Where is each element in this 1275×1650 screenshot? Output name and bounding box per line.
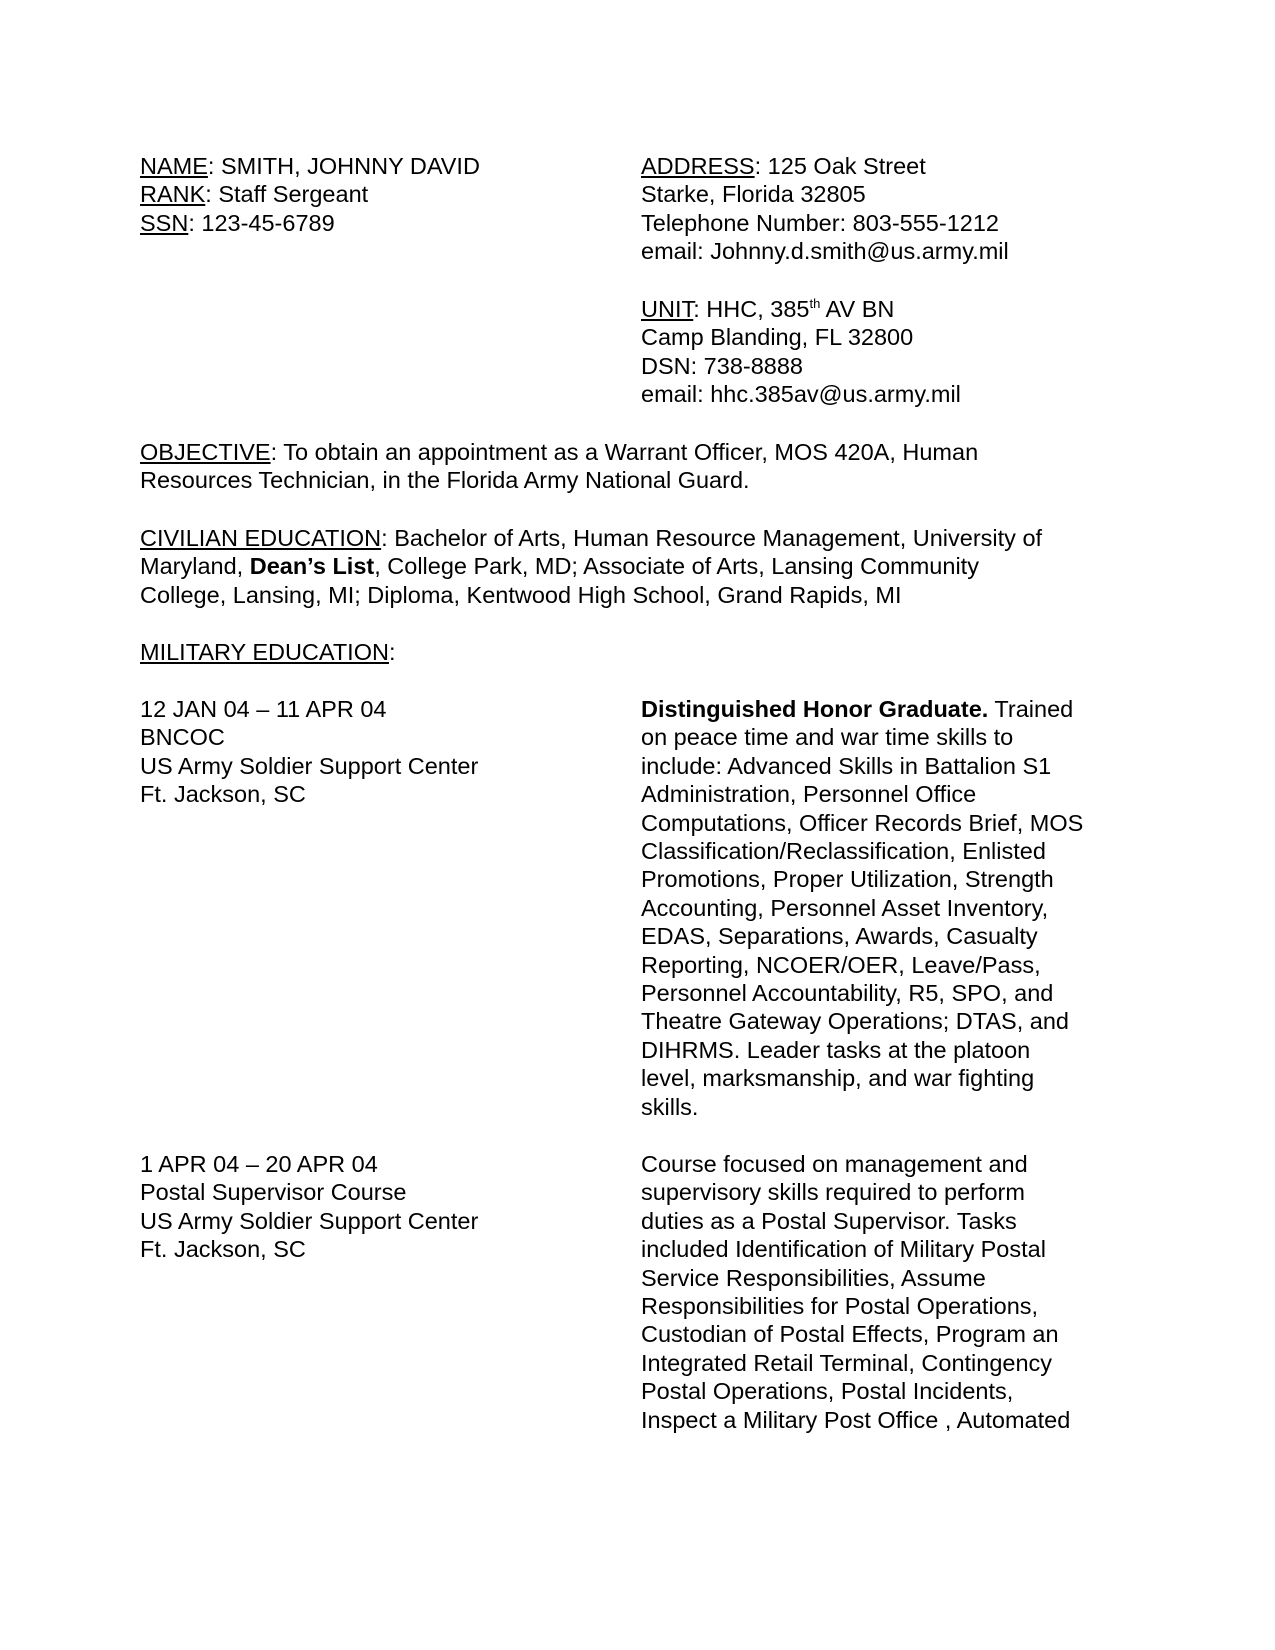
course-description-line: Postal Operations, Postal Incidents, xyxy=(641,1378,1014,1405)
course-description-line: Integrated Retail Terminal, Contingency xyxy=(641,1349,1053,1376)
civilian-education-label: CIVILIAN EDUCATION xyxy=(140,525,382,551)
civilian-education-text-1: : Bachelor of Arts, Human Resource Management, University of xyxy=(381,525,1043,551)
objective-text-1: : To obtain an appointment as a Warrant Officer, MOS 420A, Human xyxy=(270,439,979,465)
unit-line-1 xyxy=(641,295,961,323)
course-1-info xyxy=(140,695,478,809)
name-line xyxy=(140,152,480,180)
rank-value: : Staff Sergeant xyxy=(205,181,369,208)
address-email: email: Johnny.d.smith@us.army.mil xyxy=(641,238,1009,265)
unit-name-post: AV BN xyxy=(820,296,895,322)
civilian-education-section xyxy=(140,524,1042,609)
unit-location: Camp Blanding, FL 32800 xyxy=(641,324,914,351)
course-dates: 1 APR 04 – 20 APR 04 xyxy=(140,1151,378,1177)
military-education-suffix: : xyxy=(388,639,396,665)
address-street: : 125 Oak Street xyxy=(754,153,926,179)
address-city: Starke, Florida 32805 xyxy=(641,181,866,208)
course-description-line: Inspect a Military Post Office , Automated xyxy=(641,1406,1071,1433)
military-education-heading xyxy=(140,638,396,666)
course-name: BNCOC xyxy=(140,724,225,751)
objective-section xyxy=(140,438,978,495)
course-description-line: skills. xyxy=(641,1093,699,1120)
personal-info xyxy=(140,152,480,237)
course-description-line: EDAS, Separations, Awards, Casualty xyxy=(641,923,1038,950)
ssn-line xyxy=(140,209,480,237)
name-value: : SMITH, JOHNNY DAVID xyxy=(207,153,480,179)
course-description-line: Classification/Reclassification, Enlisted xyxy=(641,838,1046,865)
address-phone: Telephone Number: 803-555-1212 xyxy=(641,209,999,236)
unit-label: UNIT xyxy=(641,296,694,322)
civilian-education-line-2 xyxy=(140,552,1042,580)
course-school: US Army Soldier Support Center xyxy=(140,1207,479,1234)
rank-label: RANK xyxy=(140,181,206,208)
course-description-line: supervisory skills required to perform xyxy=(641,1179,1025,1206)
course-1-description xyxy=(641,695,1083,1121)
course-2-info xyxy=(140,1150,478,1264)
unit-name-pre: : HHC, 385 xyxy=(693,296,810,322)
unit-name-sup: th xyxy=(809,296,821,312)
ssn-label: SSN xyxy=(140,209,189,236)
course-description-first-rest: Trained xyxy=(988,696,1074,722)
course-description-line: Personnel Accountability, R5, SPO, and xyxy=(641,980,1054,1007)
course-description-line: included Identification of Military Postal xyxy=(641,1236,1046,1263)
civilian-education-text-3: College, Lansing, MI; Diploma, Kentwood High School, Grand Rapids, MI xyxy=(140,581,902,608)
course-description-line: Accounting, Personnel Asset Inventory, xyxy=(641,894,1049,921)
course-location: Ft. Jackson, SC xyxy=(140,1236,306,1263)
course-school: US Army Soldier Support Center xyxy=(140,752,479,779)
course-description-line: duties as a Postal Supervisor. Tasks xyxy=(641,1207,1017,1234)
course-description-line: Reporting, NCOER/OER, Leave/Pass, xyxy=(641,951,1041,978)
unit-dsn: DSN: 738-8888 xyxy=(641,352,803,379)
civilian-education-text-2b: , College Park, MD; Associate of Arts, Lansing Community xyxy=(374,553,979,580)
military-education-label: MILITARY EDUCATION xyxy=(140,639,389,665)
deans-list: Dean’s List xyxy=(249,553,375,580)
course-description-line xyxy=(641,695,1083,723)
name-label: NAME xyxy=(140,153,208,179)
civilian-education-line-1 xyxy=(140,524,1042,552)
address-block xyxy=(641,152,1009,266)
course-description-line: Promotions, Proper Utilization, Strength xyxy=(641,866,1054,893)
course-dates: 12 JAN 04 – 11 APR 04 xyxy=(140,696,387,722)
course-description-line: level, marksmanship, and war fighting xyxy=(641,1065,1035,1092)
civilian-education-text-2a: Maryland, xyxy=(140,553,250,580)
address-label: ADDRESS xyxy=(641,153,755,179)
unit-block xyxy=(641,295,961,409)
objective-label: OBJECTIVE xyxy=(140,439,271,465)
course-description-line: Course focused on management and xyxy=(641,1151,1028,1177)
honor-graduate: Distinguished Honor Graduate. xyxy=(641,696,989,722)
objective-line-1 xyxy=(140,438,978,466)
course-2-description xyxy=(641,1150,1070,1434)
course-description-line: Service Responsibilities, Assume xyxy=(641,1264,986,1291)
rank-line xyxy=(140,180,480,208)
course-description-line: on peace time and war time skills to xyxy=(641,724,1014,751)
course-description-line: DIHRMS. Leader tasks at the platoon xyxy=(641,1036,1031,1063)
course-description-line: Theatre Gateway Operations; DTAS, and xyxy=(641,1008,1069,1035)
objective-text-2: Resources Technician, in the Florida Army National Guard. xyxy=(140,467,750,494)
course-description-line: Computations, Officer Records Brief, MOS xyxy=(641,809,1084,836)
ssn-value: : 123-45-6789 xyxy=(188,209,335,236)
course-description-line: Administration, Personnel Office xyxy=(641,781,977,808)
course-description-line: include: Advanced Skills in Battalion S1 xyxy=(641,752,1052,779)
course-name: Postal Supervisor Course xyxy=(140,1179,407,1206)
unit-email: email: hhc.385av@us.army.mil xyxy=(641,381,961,408)
course-description-line: Responsibilities for Postal Operations, xyxy=(641,1293,1039,1320)
address-line-1 xyxy=(641,152,1009,180)
course-description-line: Custodian of Postal Effects, Program an xyxy=(641,1321,1059,1348)
course-location: Ft. Jackson, SC xyxy=(140,781,306,808)
